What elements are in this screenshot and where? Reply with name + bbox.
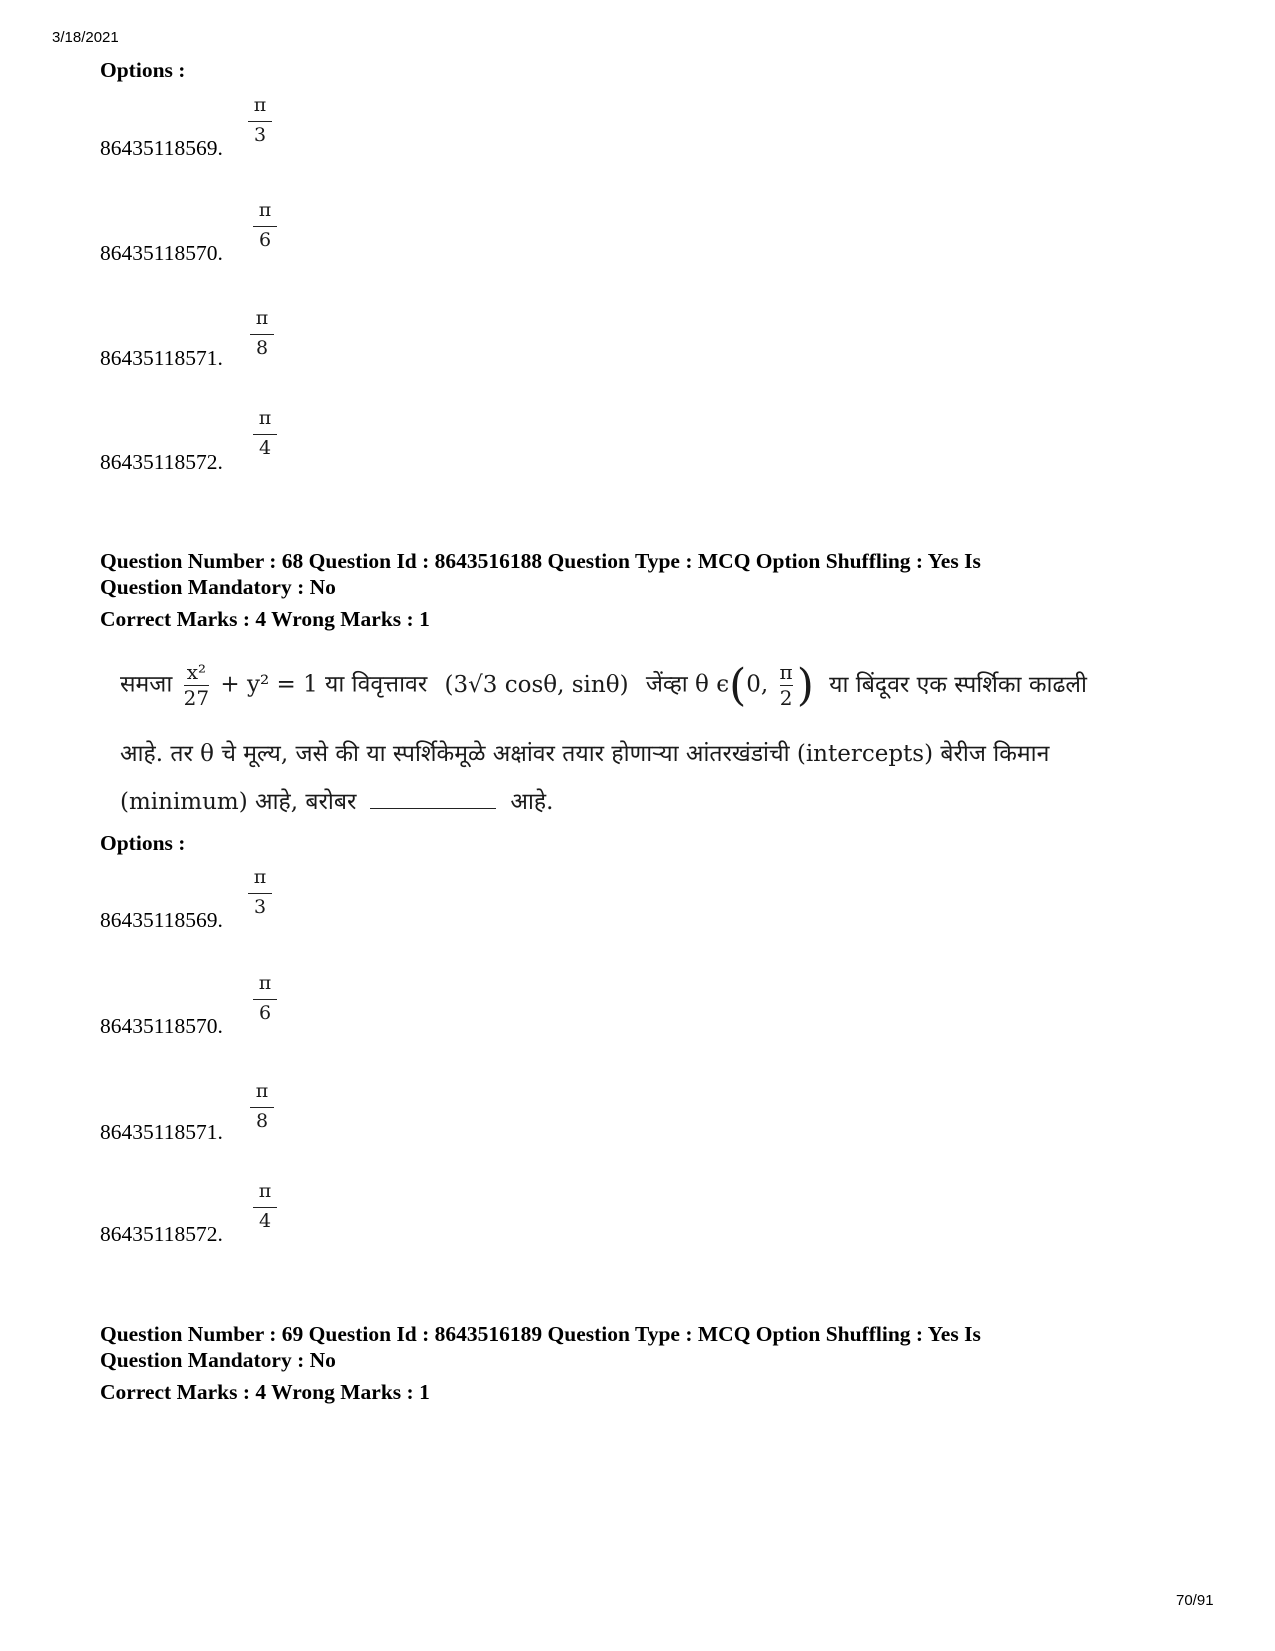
fraction-bar bbox=[248, 893, 272, 894]
fraction-denominator: 8 bbox=[255, 1110, 269, 1132]
left-paren: ( bbox=[729, 660, 747, 711]
fraction-denominator: 3 bbox=[253, 124, 267, 146]
question-text: समजा bbox=[120, 671, 173, 698]
fraction-bar bbox=[253, 1207, 277, 1208]
option-fraction bbox=[253, 201, 277, 250]
fraction-numerator: π bbox=[258, 972, 272, 994]
option-id: 86435118570. bbox=[100, 1014, 223, 1038]
question-text: जेंव्हा θ ϵ bbox=[645, 671, 730, 698]
options-label: Options : bbox=[100, 831, 186, 855]
question-mandatory: Question Mandatory : No bbox=[100, 575, 336, 599]
fraction-numerator: x² bbox=[186, 660, 207, 684]
answer-blank bbox=[370, 792, 496, 809]
question-mandatory: Question Mandatory : No bbox=[100, 1348, 336, 1372]
option-id: 86435118571. bbox=[100, 1120, 223, 1144]
option-id: 86435118570. bbox=[100, 241, 223, 265]
fraction-numerator: π bbox=[255, 1080, 269, 1102]
fraction-denominator: 27 bbox=[183, 686, 210, 710]
fraction-denominator: 2 bbox=[779, 686, 793, 710]
option-id: 86435118572. bbox=[100, 450, 223, 474]
fraction-bar bbox=[250, 1107, 274, 1108]
question-text: (minimum) आहे, बरोबर bbox=[120, 789, 357, 815]
question-line-2: आहे. तर θ चे मूल्य, जसे की या स्पर्शिकेमूळे अक्षांवर तयार होणाऱ्या आंतरखंडांची (intercepts) बेरीज किमान bbox=[120, 741, 1050, 767]
option-fraction bbox=[248, 868, 272, 917]
fraction-numerator: π bbox=[255, 307, 269, 329]
question-line-3 bbox=[120, 784, 553, 816]
question-text-image bbox=[100, 660, 1175, 850]
option-id: 86435118571. bbox=[100, 346, 223, 370]
fraction-bar bbox=[253, 226, 277, 227]
fraction-bar bbox=[248, 121, 272, 122]
math-interval: 0, bbox=[746, 671, 769, 698]
fraction-bar bbox=[253, 434, 277, 435]
question-marks: Correct Marks : 4 Wrong Marks : 1 bbox=[100, 607, 430, 631]
question-line-1 bbox=[120, 660, 1087, 711]
question-marks: Correct Marks : 4 Wrong Marks : 1 bbox=[100, 1380, 430, 1404]
fraction-numerator: π bbox=[253, 94, 267, 116]
fraction-denominator: 4 bbox=[258, 1210, 272, 1232]
option-fraction bbox=[253, 974, 277, 1023]
fraction-numerator: π bbox=[258, 199, 272, 221]
fraction-numerator: π bbox=[258, 407, 272, 429]
question-header: Question Number : 69 Question Id : 8643516189 Question Type : MCQ Option Shuffling : Yes Is bbox=[100, 1322, 981, 1346]
right-paren: ) bbox=[796, 660, 814, 711]
fraction-bar bbox=[253, 999, 277, 1000]
option-fraction bbox=[250, 309, 274, 358]
fraction-denominator: 8 bbox=[255, 337, 269, 359]
question-text: या बिंदूवर एक स्पर्शिका काढली bbox=[829, 671, 1087, 698]
option-fraction bbox=[250, 1082, 274, 1131]
option-id: 86435118572. bbox=[100, 1222, 223, 1246]
question-header: Question Number : 68 Question Id : 8643516188 Question Type : MCQ Option Shuffling : Yes Is bbox=[100, 549, 981, 573]
page-number: 70/91 bbox=[1176, 1592, 1214, 1609]
option-fraction bbox=[248, 96, 272, 145]
math-point: (3√3 cosθ, sinθ) bbox=[444, 671, 629, 698]
fraction-numerator: π bbox=[253, 866, 267, 888]
option-id: 86435118569. bbox=[100, 908, 223, 932]
fraction-denominator: 6 bbox=[258, 229, 272, 251]
math-fraction bbox=[184, 662, 209, 709]
math-fraction bbox=[780, 662, 793, 709]
option-id: 86435118569. bbox=[100, 136, 223, 160]
options-label: Options : bbox=[100, 58, 186, 82]
fraction-bar bbox=[250, 334, 274, 335]
fraction-numerator: π bbox=[258, 1180, 272, 1202]
fraction-numerator: π bbox=[779, 660, 793, 684]
fraction-denominator: 4 bbox=[258, 437, 272, 459]
option-fraction bbox=[253, 1182, 277, 1231]
question-text: आहे. bbox=[510, 789, 554, 815]
print-date: 3/18/2021 bbox=[52, 29, 119, 46]
fraction-denominator: 6 bbox=[258, 1002, 272, 1024]
question-text: + y² = 1 या विवृत्तावर bbox=[220, 671, 428, 698]
fraction-denominator: 3 bbox=[253, 896, 267, 918]
option-fraction bbox=[253, 409, 277, 458]
